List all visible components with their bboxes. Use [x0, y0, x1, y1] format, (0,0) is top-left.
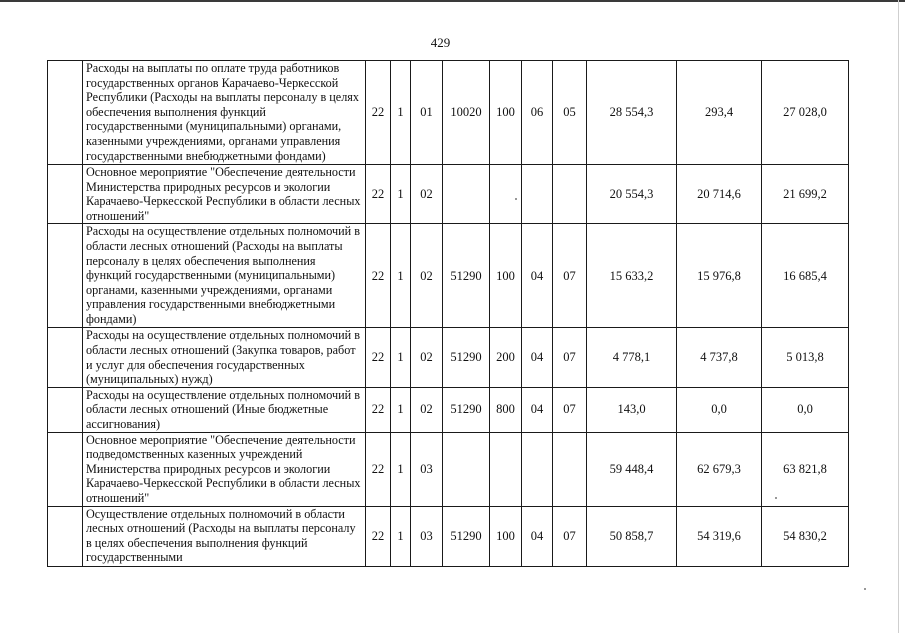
description-cell: Расходы на осуществление отдельных полномочий в области лесных отношений (Иные бюджетные ассигнования) — [83, 387, 366, 432]
code-subprogram-cell: 1 — [391, 506, 411, 566]
code-direction-cell — [443, 165, 490, 224]
code-section-cell: 04 — [522, 224, 553, 328]
page-number: 429 — [430, 35, 451, 50]
code-subsection-cell: 07 — [553, 328, 587, 387]
code-gp-cell: 22 — [366, 61, 391, 165]
code-subsection-cell — [553, 165, 587, 224]
amount-year3-cell: 27 028,0 — [762, 61, 849, 165]
table-row — [48, 224, 849, 328]
code-section-cell: 04 — [522, 328, 553, 387]
code-gp-cell: 22 — [366, 432, 391, 506]
code-activity-cell: 03 — [411, 506, 443, 566]
amount-year2-cell: 4 737,8 — [677, 328, 762, 387]
amount-year3-cell: 63 821,8 — [762, 432, 849, 506]
code-direction-cell: 10020 — [443, 61, 490, 165]
code-subprogram-cell: 1 — [391, 432, 411, 506]
code-activity-cell: 02 — [411, 387, 443, 432]
code-subsection-cell: 07 — [553, 224, 587, 328]
amount-year1-cell: 59 448,4 — [587, 432, 677, 506]
amount-year2-cell: 0,0 — [677, 387, 762, 432]
code-section-cell: 04 — [522, 387, 553, 432]
table-row — [48, 387, 849, 432]
description-cell: Основное мероприятие "Обеспечение деятельности подведомственных казенных учреждений Министерства природных ресурсов и экологии Карачаево-Черкесской Республики в области лесных отношений" — [83, 432, 366, 506]
code-gp-cell: 22 — [366, 328, 391, 387]
code-expense-type-cell: 800 — [490, 387, 522, 432]
code-expense-type-cell — [490, 165, 522, 224]
table-row — [48, 165, 849, 224]
code-subprogram-cell: 1 — [391, 387, 411, 432]
code-activity-cell: 02 — [411, 328, 443, 387]
code-section-cell — [522, 432, 553, 506]
amount-year3-cell: 16 685,4 — [762, 224, 849, 328]
description-cell: Расходы на выплаты по оплате труда работников государственных органов Карачаево-Черкесской Республики (Расходы на выплаты персоналу в целях обеспечения выполнения функций государственными (муниципальными) органами, казенными учреждениями, органами управления государственными внебюджетными фондами) — [83, 61, 366, 165]
amount-year1-cell: 15 633,2 — [587, 224, 677, 328]
page-right-edge — [898, 0, 899, 633]
row-number-cell — [48, 165, 83, 224]
amount-year1-cell: 20 554,3 — [587, 165, 677, 224]
code-subprogram-cell: 1 — [391, 224, 411, 328]
amount-year2-cell: 20 714,6 — [677, 165, 762, 224]
code-subsection-cell — [553, 432, 587, 506]
description-cell: Расходы на осуществление отдельных полномочий в области лесных отношений (Закупка товаров, работ и услуг для обеспечения государственных (муниципальных) нужд) — [83, 328, 366, 387]
code-expense-type-cell: 100 — [490, 506, 522, 566]
code-direction-cell: 51290 — [443, 387, 490, 432]
scan-speck — [864, 588, 866, 590]
scan-speck — [775, 497, 777, 499]
code-subsection-cell: 07 — [553, 506, 587, 566]
row-number-cell — [48, 432, 83, 506]
description-cell: Расходы на осуществление отдельных полномочий в области лесных отношений (Расходы на выплаты персоналу в целях обеспечения выполнения функций государственными (муниципальными) органами, казенными учреждениями, органами управления государственными внебюджетными фондами) — [83, 224, 366, 328]
table-row — [48, 61, 849, 165]
amount-year3-cell: 0,0 — [762, 387, 849, 432]
code-direction-cell: 51290 — [443, 506, 490, 566]
code-activity-cell: 03 — [411, 432, 443, 506]
table-row — [48, 328, 849, 387]
amount-year1-cell: 4 778,1 — [587, 328, 677, 387]
code-expense-type-cell — [490, 432, 522, 506]
table-row — [48, 432, 849, 506]
amount-year1-cell: 28 554,3 — [587, 61, 677, 165]
code-subprogram-cell: 1 — [391, 328, 411, 387]
code-subprogram-cell: 1 — [391, 61, 411, 165]
code-subsection-cell: 05 — [553, 61, 587, 165]
code-direction-cell: 51290 — [443, 328, 490, 387]
code-gp-cell: 22 — [366, 165, 391, 224]
amount-year2-cell: 62 679,3 — [677, 432, 762, 506]
amount-year3-cell: 5 013,8 — [762, 328, 849, 387]
amount-year2-cell: 15 976,8 — [677, 224, 762, 328]
row-number-cell — [48, 224, 83, 328]
description-cell: Осуществление отдельных полномочий в области лесных отношений (Расходы на выплаты персоналу в целях обеспечения выполнения функций государственными — [83, 506, 366, 566]
code-gp-cell: 22 — [366, 387, 391, 432]
code-gp-cell: 22 — [366, 506, 391, 566]
scan-speck — [515, 198, 517, 200]
code-activity-cell: 01 — [411, 61, 443, 165]
code-section-cell — [522, 165, 553, 224]
code-activity-cell: 02 — [411, 224, 443, 328]
code-gp-cell: 22 — [366, 224, 391, 328]
amount-year3-cell: 54 830,2 — [762, 506, 849, 566]
amount-year1-cell: 50 858,7 — [587, 506, 677, 566]
code-subsection-cell: 07 — [553, 387, 587, 432]
code-section-cell: 06 — [522, 61, 553, 165]
row-number-cell — [48, 61, 83, 165]
table-row — [48, 506, 849, 566]
code-section-cell: 04 — [522, 506, 553, 566]
budget-table — [47, 60, 849, 567]
amount-year1-cell: 143,0 — [587, 387, 677, 432]
code-direction-cell: 51290 — [443, 224, 490, 328]
code-expense-type-cell: 100 — [490, 224, 522, 328]
row-number-cell — [48, 506, 83, 566]
amount-year3-cell: 21 699,2 — [762, 165, 849, 224]
page-top-edge — [0, 0, 905, 2]
code-expense-type-cell: 100 — [490, 61, 522, 165]
row-number-cell — [48, 328, 83, 387]
code-subprogram-cell: 1 — [391, 165, 411, 224]
code-activity-cell: 02 — [411, 165, 443, 224]
code-expense-type-cell: 200 — [490, 328, 522, 387]
description-cell: Основное мероприятие "Обеспечение деятельности Министерства природных ресурсов и экологии Карачаево-Черкесской Республики в области лесных отношений" — [83, 165, 366, 224]
row-number-cell — [48, 387, 83, 432]
amount-year2-cell: 54 319,6 — [677, 506, 762, 566]
amount-year2-cell: 293,4 — [677, 61, 762, 165]
code-direction-cell — [443, 432, 490, 506]
